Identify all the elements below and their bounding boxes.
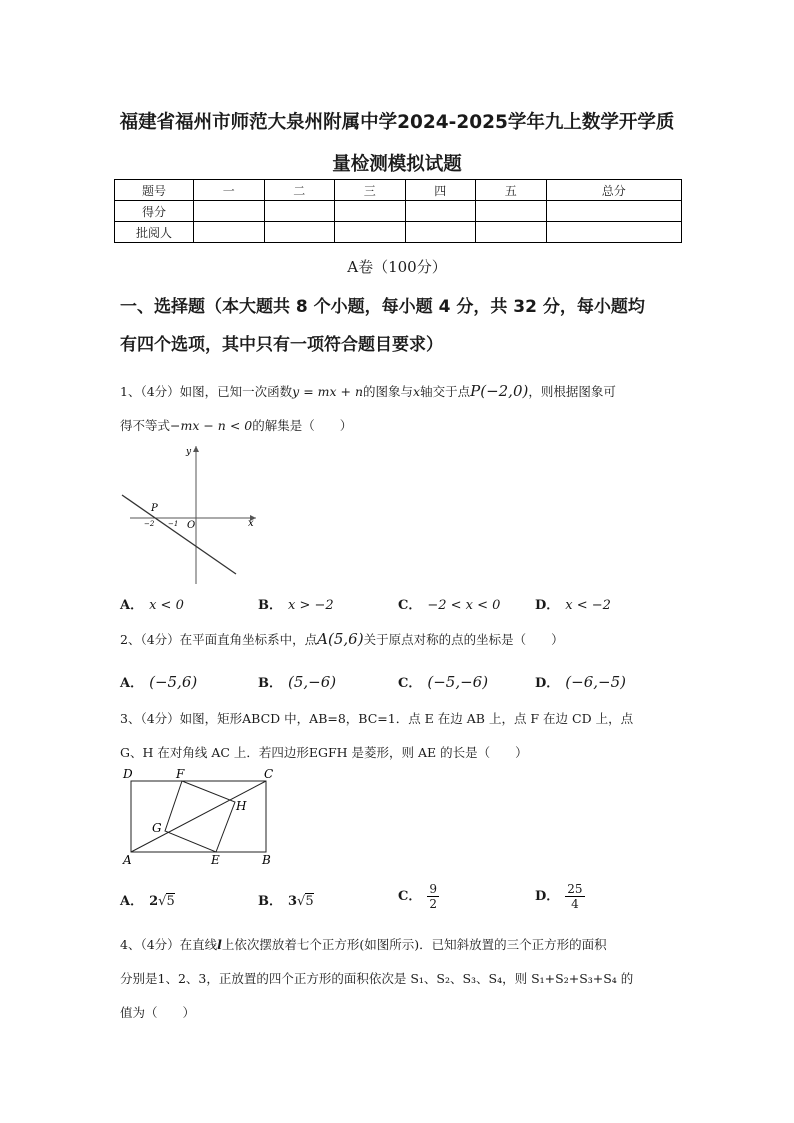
- score-header-cell: 四: [405, 180, 476, 201]
- q1-text-a: 1、（4分）如图，已知一次函数: [120, 384, 293, 399]
- option-letter: B．: [258, 676, 282, 691]
- option-text: x < 0: [149, 598, 184, 613]
- question-4-line1: [120, 928, 680, 962]
- score-table-row: [115, 222, 682, 243]
- question-4-line3: 值为（ ）: [120, 1005, 196, 1020]
- option-letter: C．: [398, 889, 422, 904]
- option-letter: A．: [120, 894, 144, 909]
- score-row-label: 得分: [115, 201, 194, 222]
- sqrt-icon: √: [297, 894, 306, 909]
- score-table-header-row: [115, 180, 682, 201]
- grader-cell[interactable]: [546, 222, 682, 243]
- q3-rectangle-figure: [118, 764, 283, 868]
- option-radicand: 5: [166, 894, 175, 909]
- q2-text-b: 关于原点对称的点的坐标是（ ）: [363, 632, 564, 647]
- q4-line-var: l: [217, 937, 222, 952]
- question-1-text: [120, 374, 680, 443]
- q3-diagonal-ac: [131, 781, 266, 852]
- grader-cell[interactable]: [335, 222, 406, 243]
- option-text: x < −2: [565, 598, 611, 613]
- q2-option-b[interactable]: [258, 672, 336, 691]
- score-cell[interactable]: [194, 201, 265, 222]
- question-4-line2: 分别是1、2、3，正放置的四个正方形的面积依次是 S₁、S₂、S₃、S₄，则 S₁+S₂+S₃+S₄ 的: [120, 971, 634, 986]
- q3-label-d: D: [123, 767, 133, 781]
- grader-cell[interactable]: [476, 222, 547, 243]
- q1-equation: y = mx + n: [292, 384, 364, 399]
- option-letter: D．: [535, 598, 560, 613]
- score-table: [114, 179, 682, 243]
- option-letter: A．: [120, 676, 144, 691]
- q3-label-f: F: [176, 767, 185, 781]
- option-letter: C．: [398, 598, 422, 613]
- section-a-heading: A卷（100分）: [347, 258, 447, 276]
- q3-label-h: H: [236, 799, 247, 813]
- q3-label-a: A: [123, 853, 132, 867]
- q2-option-a[interactable]: [120, 672, 197, 691]
- q4-text-b: 上依次摆放着七个正方形(如图所示)．已知斜放置的三个正方形的面积: [221, 937, 607, 952]
- q3-label-e: E: [211, 853, 220, 867]
- q3-option-c[interactable]: [398, 882, 439, 911]
- q1-point-label: P: [151, 503, 158, 514]
- score-header-cell: 三: [335, 180, 406, 201]
- score-cell[interactable]: [335, 201, 406, 222]
- q3-option-b[interactable]: [258, 890, 314, 909]
- option-letter: B．: [258, 894, 282, 909]
- option-text: (−5,−6): [427, 673, 489, 691]
- q3-option-a[interactable]: [120, 890, 175, 909]
- q1-inequality: −mx − n < 0: [170, 418, 253, 433]
- q1-x-label: x: [248, 518, 254, 529]
- option-text: −2 < x < 0: [427, 598, 501, 613]
- part1-heading-line2: 有四个选项，其中只有一项符合题目要求）: [120, 335, 443, 355]
- score-header-cell: 题号: [115, 180, 194, 201]
- q1-tick-label: −1: [168, 520, 179, 528]
- grader-cell[interactable]: [264, 222, 335, 243]
- option-letter: D．: [535, 676, 560, 691]
- q2-point: A(5,6): [317, 630, 364, 648]
- q1-option-c[interactable]: [398, 594, 500, 613]
- q1-option-b[interactable]: [258, 594, 334, 613]
- option-fraction: [565, 882, 584, 911]
- part1-heading: [120, 288, 680, 364]
- fraction-denominator: 4: [571, 897, 579, 911]
- question-3-text: [120, 702, 680, 770]
- question-2-options: [120, 672, 680, 692]
- score-cell[interactable]: [405, 201, 476, 222]
- fraction-numerator: 9: [429, 882, 437, 896]
- option-text: (−5,6): [149, 673, 198, 691]
- q1-origin-label: O: [187, 520, 196, 531]
- q1-option-d[interactable]: [535, 594, 611, 613]
- fraction-denominator: 2: [429, 897, 437, 911]
- score-header-cell: 一: [194, 180, 265, 201]
- score-cell[interactable]: [546, 201, 682, 222]
- score-table-row: [115, 201, 682, 222]
- question-3-options: [120, 882, 680, 918]
- grader-cell[interactable]: [405, 222, 476, 243]
- question-1-options: [120, 594, 680, 614]
- q1-x-var: x: [413, 384, 421, 399]
- q3-option-d[interactable]: [535, 882, 585, 911]
- option-radicand: 5: [305, 894, 314, 909]
- q1-tick-label: −2: [144, 520, 155, 528]
- q3-label-c: C: [264, 767, 274, 781]
- option-text: (−6,−5): [565, 673, 626, 691]
- score-cell[interactable]: [476, 201, 547, 222]
- score-cell[interactable]: [264, 201, 335, 222]
- q1-y-label: y: [186, 447, 192, 457]
- q3-rhombus-egfh: [165, 781, 235, 852]
- grader-cell[interactable]: [194, 222, 265, 243]
- q1-text-f: 的解集是（ ）: [252, 418, 353, 433]
- q1-function-line: [122, 495, 236, 574]
- q1-point: P(−2,0): [470, 382, 529, 400]
- question-2-text: [120, 622, 680, 657]
- q1-text-d: ，则根据图象可: [528, 384, 616, 399]
- part1-heading-line1: 一、选择题（本大题共 8 个小题，每小题 4 分，共 32 分，每小题均: [120, 297, 645, 317]
- q1-text-c: 轴交于点: [420, 384, 471, 399]
- score-header-cell: 五: [476, 180, 547, 201]
- q1-graph-figure: [118, 442, 258, 588]
- q2-text-a: 2、（4分）在平面直角坐标系中，点: [120, 632, 318, 647]
- q2-option-d[interactable]: [535, 672, 626, 691]
- question-1-line1: [120, 374, 680, 409]
- exam-title-line1: 福建省福州市师范大泉州附属中学2024-2025学年九上数学开学质: [119, 112, 675, 133]
- option-letter: A．: [120, 598, 144, 613]
- question-3-line1: 3、（4分）如图，矩形ABCD 中，AB=8，BC=1．点 E 在边 AB 上，点 F 在边 CD 上，点: [120, 711, 634, 726]
- q1-text-e: 得不等式: [120, 418, 171, 433]
- q1-text-b: 的图象与: [363, 384, 414, 399]
- q2-option-c[interactable]: [398, 672, 488, 691]
- q3-label-g: G: [152, 821, 162, 835]
- q4-text-a: 4、（4分）在直线: [120, 937, 218, 952]
- option-coef: 3: [288, 894, 298, 909]
- exam-title-line2: 量检测模拟试题: [332, 154, 462, 175]
- q3-label-b: B: [262, 853, 271, 867]
- option-coef: 2: [149, 894, 159, 909]
- option-text: (5,−6): [288, 673, 337, 691]
- score-header-cell: 总分: [546, 180, 682, 201]
- question-1-line2: [120, 409, 680, 443]
- q1-option-a[interactable]: [120, 594, 184, 613]
- option-text: x > −2: [288, 598, 334, 613]
- question-3-line2: G、H 在对角线 AC 上．若四边形EGFH 是菱形，则 AE 的长是（ ）: [120, 745, 528, 760]
- option-letter: D．: [535, 889, 560, 904]
- sqrt-icon: √: [158, 894, 167, 909]
- option-fraction: [427, 882, 439, 911]
- score-row-label: 批阅人: [115, 222, 194, 243]
- q1-y-axis-arrow: [193, 446, 199, 452]
- question-4-text: [120, 928, 680, 1030]
- option-letter: B．: [258, 598, 282, 613]
- option-letter: C．: [398, 676, 422, 691]
- score-header-cell: 二: [264, 180, 335, 201]
- fraction-numerator: 25: [567, 882, 583, 896]
